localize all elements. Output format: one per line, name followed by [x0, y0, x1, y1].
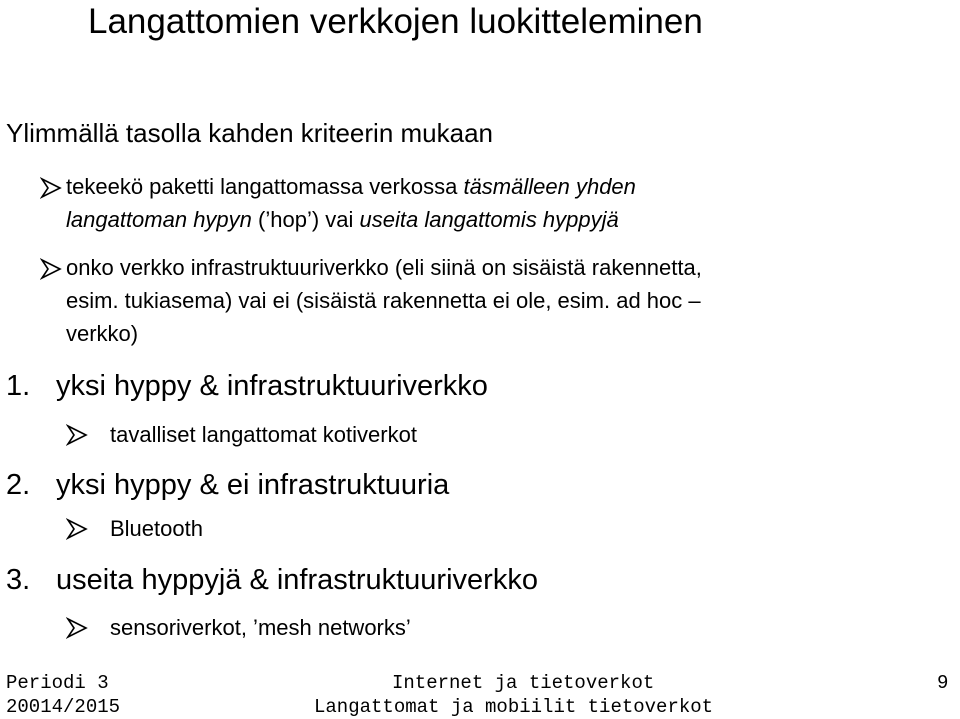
bullet-text-emphasis: langattoman hypyn — [66, 207, 252, 232]
footer-course: Internet ja tietoverkot — [392, 672, 655, 694]
footer-topic: Langattomat ja mobiilit tietoverkot — [314, 696, 714, 718]
bullet-text-emphasis: täsmälleen yhden — [463, 174, 636, 199]
numbered-item-3 — [6, 562, 538, 598]
bullet-text: tekeekö paketti langattomassa verkossa — [66, 174, 464, 199]
arrow-bullet-icon — [40, 258, 62, 280]
footer-year: 20014/2015 — [6, 696, 121, 718]
item-text: yksi hyppy & ei infrastruktuuria — [56, 469, 450, 501]
slide-heading: Ylimmällä tasolla kahden kriteerin mukaan — [6, 118, 494, 148]
arrow-bullet-icon — [40, 177, 62, 199]
item-example: sensoriverkot, ’mesh networks’ — [110, 615, 411, 640]
item-example: Bluetooth — [110, 516, 203, 541]
bullet-text: onko verkko infrastruktuuriverkko (eli siinä on sisäistä rakennetta, — [66, 255, 702, 280]
bullet-text: verkko) — [66, 321, 139, 346]
bullet-text: esim. tukiasema) vai ei (sisäistä rakennetta ei ole, esim. ad hoc – — [66, 288, 701, 313]
bullet-text-emphasis: useita langattomis hyppyjä — [359, 207, 619, 232]
item-example: tavalliset langattomat kotiverkot — [110, 422, 417, 447]
numbered-item-1 — [6, 368, 488, 404]
footer-period: Periodi 3 — [6, 672, 109, 694]
item-number: 1. — [6, 370, 31, 402]
slide-title: Langattomien verkkojen luokitteleminen — [88, 2, 703, 41]
numbered-item-2 — [6, 467, 449, 503]
arrow-bullet-icon — [66, 518, 88, 540]
item-number: 3. — [6, 564, 31, 596]
page-number: 9 — [937, 672, 949, 694]
arrow-bullet-icon — [66, 617, 88, 639]
item-number: 2. — [6, 469, 31, 501]
item-text: yksi hyppy & infrastruktuuriverkko — [56, 370, 488, 402]
item-text: useita hyppyjä & infrastruktuuriverkko — [56, 564, 538, 596]
bullet-text: (’hop’) vai — [251, 207, 360, 232]
arrow-bullet-icon — [66, 424, 88, 446]
